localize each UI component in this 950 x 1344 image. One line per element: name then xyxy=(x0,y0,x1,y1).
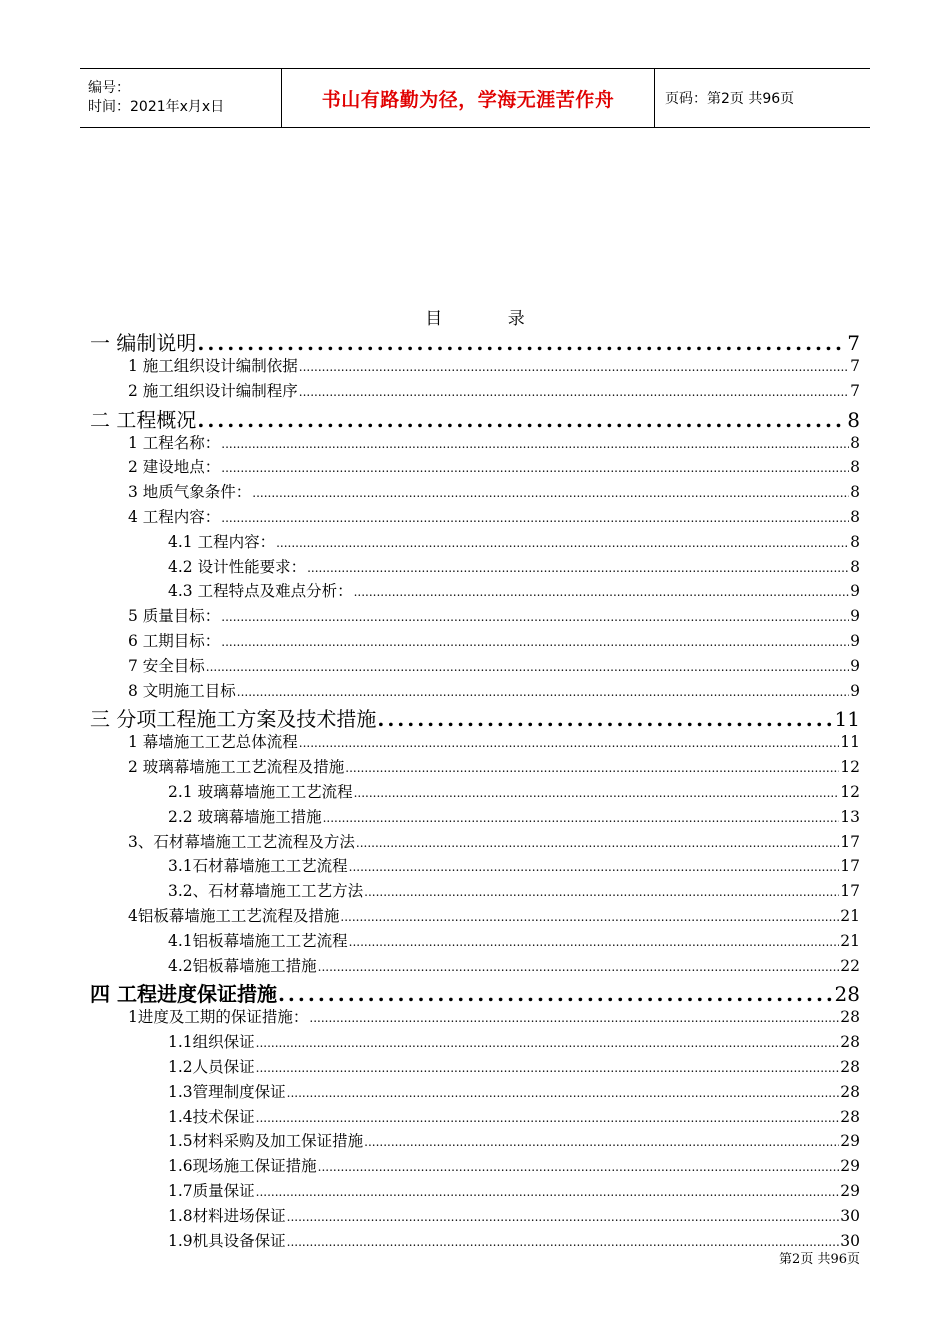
table-of-contents xyxy=(90,327,860,1253)
header-page-label: 页码：第2页 共96页 xyxy=(665,91,795,107)
toc-entry[interactable] xyxy=(90,579,860,604)
toc-leader-dots xyxy=(345,761,839,775)
toc-entry[interactable] xyxy=(90,904,860,929)
toc-entry[interactable] xyxy=(90,1030,860,1055)
toc-leader-dots xyxy=(221,437,849,451)
toc-entry-label: 1.2人员保证 xyxy=(168,1057,255,1076)
toc-entry-page: 29 xyxy=(840,1157,860,1176)
toc-leader-dots xyxy=(323,811,840,825)
toc-entry-label: 3.1石材幕墙施工工艺流程 xyxy=(168,857,348,876)
toc-leader-dots xyxy=(307,561,849,575)
toc-entry-label: 4.2铝板幕墙施工措施 xyxy=(168,956,317,975)
toc-entry[interactable] xyxy=(90,1129,860,1154)
toc-entry-page: 17 xyxy=(840,882,860,901)
toc-entry-label: 1.3管理制度保证 xyxy=(168,1082,286,1101)
toc-entry[interactable] xyxy=(90,1055,860,1080)
header-number-label: 编号： xyxy=(88,80,130,96)
toc-entry-page: 30 xyxy=(840,1206,860,1225)
toc-entry-page: 28 xyxy=(840,1082,860,1101)
toc-entry-label: 2 施工组织设计编制程序 xyxy=(128,381,298,400)
toc-entry[interactable] xyxy=(90,629,860,654)
toc-entry-page: 9 xyxy=(850,607,860,626)
toc-entry-page: 11 xyxy=(840,733,860,752)
toc-title: 目 录 xyxy=(425,309,555,329)
toc-entry-label: 2.1 玻璃幕墙施工工艺流程 xyxy=(168,782,353,801)
toc-leader-dots xyxy=(278,982,834,1006)
toc-entry[interactable] xyxy=(90,1179,860,1204)
toc-entry-label: 1.5材料采购及加工保证措施 xyxy=(168,1132,364,1151)
toc-leader-dots xyxy=(299,385,849,399)
toc-leader-dots xyxy=(356,836,839,850)
toc-entry[interactable] xyxy=(90,327,860,354)
toc-entry-page: 28 xyxy=(840,1057,860,1076)
toc-entry-page: 9 xyxy=(850,582,860,601)
toc-entry[interactable] xyxy=(90,1005,860,1030)
toc-entry[interactable] xyxy=(90,455,860,480)
toc-leader-dots xyxy=(299,360,849,374)
toc-leader-dots xyxy=(221,610,849,624)
toc-entry[interactable] xyxy=(90,780,860,805)
toc-entry-label: 4铝板幕墙施工工艺流程及措施 xyxy=(128,906,340,925)
toc-entry[interactable] xyxy=(90,654,860,679)
toc-leader-dots xyxy=(287,1235,840,1249)
toc-leader-dots xyxy=(256,1061,840,1075)
toc-entry-label: 4.1 工程内容： xyxy=(168,532,276,551)
toc-entry-label: 四 工程进度保证措施 xyxy=(90,982,277,1007)
toc-entry[interactable] xyxy=(90,1154,860,1179)
page-header xyxy=(80,68,870,128)
toc-entry-page: 8 xyxy=(850,458,860,477)
toc-entry-label: 1.7质量保证 xyxy=(168,1181,255,1200)
header-motto xyxy=(282,69,655,127)
toc-entry[interactable] xyxy=(90,431,860,456)
toc-leader-dots xyxy=(221,461,849,475)
toc-entry[interactable] xyxy=(90,404,860,431)
toc-entry-label: 4.3 工程特点及难点分析： xyxy=(168,582,353,601)
toc-entry-page: 29 xyxy=(840,1132,860,1151)
toc-leader-dots xyxy=(318,960,840,974)
toc-leader-dots xyxy=(318,1160,840,1174)
toc-entry-page: 7 xyxy=(850,357,860,375)
toc-entry-label: 3、石材幕墙施工工艺流程及方法 xyxy=(128,832,355,851)
toc-entry[interactable] xyxy=(90,379,860,404)
toc-leader-dots xyxy=(221,511,849,525)
toc-entry-label: 3.2、石材幕墙施工工艺方法 xyxy=(168,882,364,901)
toc-entry-label: 1 施工组织设计编制依据 xyxy=(128,357,298,375)
toc-entry[interactable] xyxy=(90,879,860,904)
toc-entry-label: 5 质量目标： xyxy=(128,607,221,626)
toc-leader-dots xyxy=(206,660,849,674)
toc-entry[interactable] xyxy=(90,480,860,505)
toc-entry-page: 28 xyxy=(840,1107,860,1126)
toc-leader-dots xyxy=(197,331,846,355)
toc-entry-label: 1进度及工期的保证措施： xyxy=(128,1008,309,1027)
toc-entry-page: 8 xyxy=(850,433,860,452)
toc-entry-page: 13 xyxy=(840,807,860,826)
toc-leader-dots xyxy=(256,1036,840,1050)
toc-entry-page: 28 xyxy=(834,982,860,1007)
toc-leader-dots xyxy=(237,685,849,699)
toc-entry-page: 7 xyxy=(847,331,860,355)
toc-entry[interactable] xyxy=(90,1080,860,1105)
toc-entry-page: 21 xyxy=(840,906,860,925)
toc-entry-label: 3 地质气象条件： xyxy=(128,483,252,502)
toc-leader-dots xyxy=(256,1185,840,1199)
toc-entry[interactable] xyxy=(90,604,860,629)
toc-leader-dots xyxy=(354,786,840,800)
toc-leader-dots xyxy=(299,736,839,750)
toc-entry-label: 一 编制说明 xyxy=(90,331,197,355)
toc-leader-dots xyxy=(221,635,849,649)
toc-leader-dots xyxy=(349,860,840,874)
toc-leader-dots xyxy=(340,910,839,924)
toc-entry-page: 12 xyxy=(840,782,860,801)
toc-entry-page: 21 xyxy=(840,931,860,950)
toc-entry-label: 1.9机具设备保证 xyxy=(168,1231,286,1250)
toc-entry-page: 9 xyxy=(850,681,860,700)
toc-entry-page: 22 xyxy=(840,956,860,975)
toc-entry-label: 1.4技术保证 xyxy=(168,1107,255,1126)
toc-entry-label: 7 安全目标 xyxy=(128,656,205,675)
toc-entry[interactable] xyxy=(90,1105,860,1130)
toc-entry-label: 三 分项工程施工方案及技术措施 xyxy=(90,707,377,732)
toc-entry[interactable] xyxy=(90,1204,860,1229)
toc-entry-page: 8 xyxy=(850,483,860,502)
toc-entry-page: 17 xyxy=(840,832,860,851)
toc-entry-page: 17 xyxy=(840,857,860,876)
toc-entry-page: 8 xyxy=(850,507,860,526)
toc-entry-page: 8 xyxy=(847,407,860,432)
toc-entry[interactable] xyxy=(90,555,860,580)
toc-entry-label: 1.1组织保证 xyxy=(168,1033,255,1052)
toc-leader-dots xyxy=(276,536,849,550)
toc-entry[interactable] xyxy=(90,679,860,704)
toc-entry-label: 4 工程内容： xyxy=(128,507,221,526)
toc-leader-dots xyxy=(287,1086,840,1100)
toc-entry-page: 8 xyxy=(850,532,860,551)
header-time-label: 时间：2021年x月x日 xyxy=(88,99,225,115)
toc-entry[interactable] xyxy=(90,703,860,730)
toc-entry-label: 2 玻璃幕墙施工工艺流程及措施 xyxy=(128,758,345,777)
toc-entry-label: 1.6现场施工保证措施 xyxy=(168,1157,317,1176)
toc-entry-label: 2.2 玻璃幕墙施工措施 xyxy=(168,807,322,826)
toc-entry[interactable] xyxy=(90,929,860,954)
toc-entry-page: 7 xyxy=(850,381,860,400)
toc-entry-label: 6 工期目标： xyxy=(128,631,221,650)
toc-entry-page: 29 xyxy=(840,1181,860,1200)
toc-leader-dots xyxy=(364,885,839,899)
toc-entry-label: 4.2 设计性能要求： xyxy=(168,557,307,576)
toc-entry-page: 11 xyxy=(834,707,860,732)
toc-entry[interactable] xyxy=(90,830,860,855)
toc-leader-dots xyxy=(256,1111,840,1125)
toc-entry[interactable] xyxy=(90,354,860,379)
toc-entry-page: 8 xyxy=(850,557,860,576)
toc-leader-dots xyxy=(287,1210,840,1224)
toc-entry[interactable] xyxy=(90,755,860,780)
toc-entry-label: 1 工程名称： xyxy=(128,433,221,452)
toc-leader-dots xyxy=(349,935,840,949)
toc-leader-dots xyxy=(354,585,850,599)
toc-entry-label: 1 幕墙施工工艺总体流程 xyxy=(128,733,298,752)
toc-entry-page: 9 xyxy=(850,656,860,675)
toc-entry[interactable] xyxy=(90,978,860,1005)
toc-entry[interactable] xyxy=(90,505,860,530)
toc-entry-label: 1.8材料进场保证 xyxy=(168,1206,286,1225)
toc-leader-dots xyxy=(309,1011,839,1025)
toc-entry-label: 2 建设地点： xyxy=(128,458,221,477)
toc-entry-label: 4.1铝板幕墙施工工艺流程 xyxy=(168,931,348,950)
toc-entry-page: 12 xyxy=(840,758,860,777)
toc-entry-page: 28 xyxy=(840,1008,860,1027)
header-meta xyxy=(80,69,282,127)
toc-entry-page: 28 xyxy=(840,1033,860,1052)
page-footer: 第2页 共96页 xyxy=(779,1252,860,1267)
toc-entry[interactable] xyxy=(90,530,860,555)
header-motto-text: 书山有路勤为径，学海无涯苦作舟 xyxy=(321,88,615,111)
toc-leader-dots xyxy=(364,1135,839,1149)
toc-entry-page: 9 xyxy=(850,631,860,650)
toc-entry-label: 8 文明施工目标 xyxy=(128,681,236,700)
toc-leader-dots xyxy=(197,408,846,432)
header-page-info xyxy=(655,69,870,127)
toc-entry-label: 二 工程概况 xyxy=(90,407,197,432)
toc-entry[interactable] xyxy=(90,805,860,830)
toc-leader-dots xyxy=(252,486,849,500)
toc-leader-dots xyxy=(377,707,833,731)
toc-entry[interactable] xyxy=(90,954,860,979)
toc-entry-page: 30 xyxy=(840,1231,860,1250)
toc-entry[interactable] xyxy=(90,730,860,755)
toc-entry[interactable] xyxy=(90,854,860,879)
